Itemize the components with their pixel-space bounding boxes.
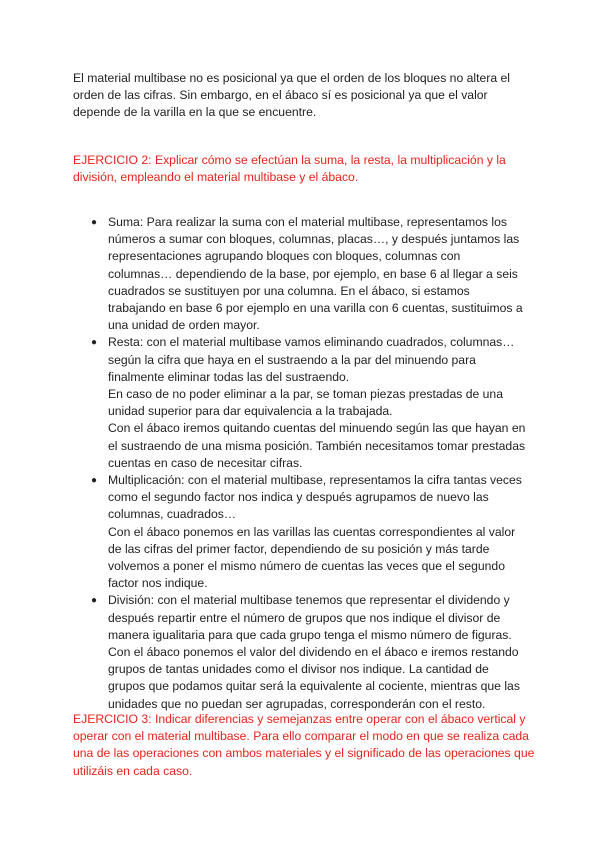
bullet-icon: ● xyxy=(91,475,98,487)
operations-list xyxy=(91,214,528,713)
list-item-suma xyxy=(91,214,528,334)
exercise-3-heading: EJERCICIO 3: Indicar diferencias y semejanzas entre operar con el ábaco vertical y operar con el material multibase. Para ello comparar el modo en que se realiza cada una de las operaciones con ambos materiales y el significado de las operaciones que utilizáis en cada caso. xyxy=(73,712,535,778)
exercise-2-heading: EJERCICIO 2: Explicar cómo se efectúan la suma, la resta, la multiplicación y la división, empleando el material multibase y el ábaco. xyxy=(73,153,506,185)
list-paragraph: En caso de no poder eliminar a la par, se toman piezas prestadas de una unidad superior para dar equivalencia a la trabajada. xyxy=(108,387,503,419)
list-paragraph: Multiplicación: con el material multibase, representamos la cifra tantas veces como el segundo factor nos indica y después agrupamos de nuevo las columnas, cuadrados… xyxy=(108,473,522,522)
list-paragraph: Resta: con el material multibase vamos eliminando cuadrados, columnas… según la cifra que haya en el sustraendo a la par del minuendo para finalmente eliminar todas las del sustraendo. xyxy=(108,335,515,384)
bullet-icon: ● xyxy=(91,595,98,607)
list-item-division xyxy=(91,592,528,712)
list-paragraph: Con el ábaco ponemos el valor del dividendo en el ábaco e iremos restando grupos de tantas unidades como el divisor nos indique. La cantidad de grupos que podamos quitar será la equivalente al cociente, mientras que las unidades que no puedan ser agrupadas, corresponderán con el resto. xyxy=(108,645,520,711)
list-paragraph: División: con el material multibase tenemos que representar el dividendo y después repartir entre el número de grupos que nos indique el divisor de manera igualitaria para que cada grupo tenga el mismo número de figuras. xyxy=(108,593,512,642)
intro-paragraph: El material multibase no es posicional ya que el orden de los bloques no altera el orden de las cifras. Sin embargo, en el ábaco sí es posicional ya que el valor depende de la varilla en la que se encuentre. xyxy=(73,71,510,120)
list-paragraph: Suma: Para realizar la suma con el material multibase, representamos los números a sumar con bloques, columnas, placas…, y después juntamos las representaciones agrupando bloques con bloques, columnas con columnas… dependiendo de la base, por ejemplo, en base 6 al llegar a seis cuadrados se sustituyen por una columna. En el ábaco, si estamos trabajando en base 6 por ejemplo en una varilla con 6 cuentas, sustituimos a una unidad de orden mayor. xyxy=(108,215,523,333)
bullet-icon: ● xyxy=(91,217,98,228)
list-paragraph: Con el ábaco iremos quitando cuentas del minuendo según las que hayan en el sustraendo de una misma posición. También necesitamos tomar prestadas cuentas en caso de necesitar cifras. xyxy=(108,421,526,470)
list-paragraph: Con el ábaco ponemos en las varillas las cuentas correspondientes al valor de las cifras del primer factor, dependiendo de su posición y más tarde volvemos a poner el mismo número de cuentas las veces que el segundo factor nos indique. xyxy=(108,524,516,591)
list-item-resta xyxy=(91,334,528,472)
bullet-icon: ● xyxy=(91,337,98,349)
list-item-multiplicacion xyxy=(91,472,528,592)
